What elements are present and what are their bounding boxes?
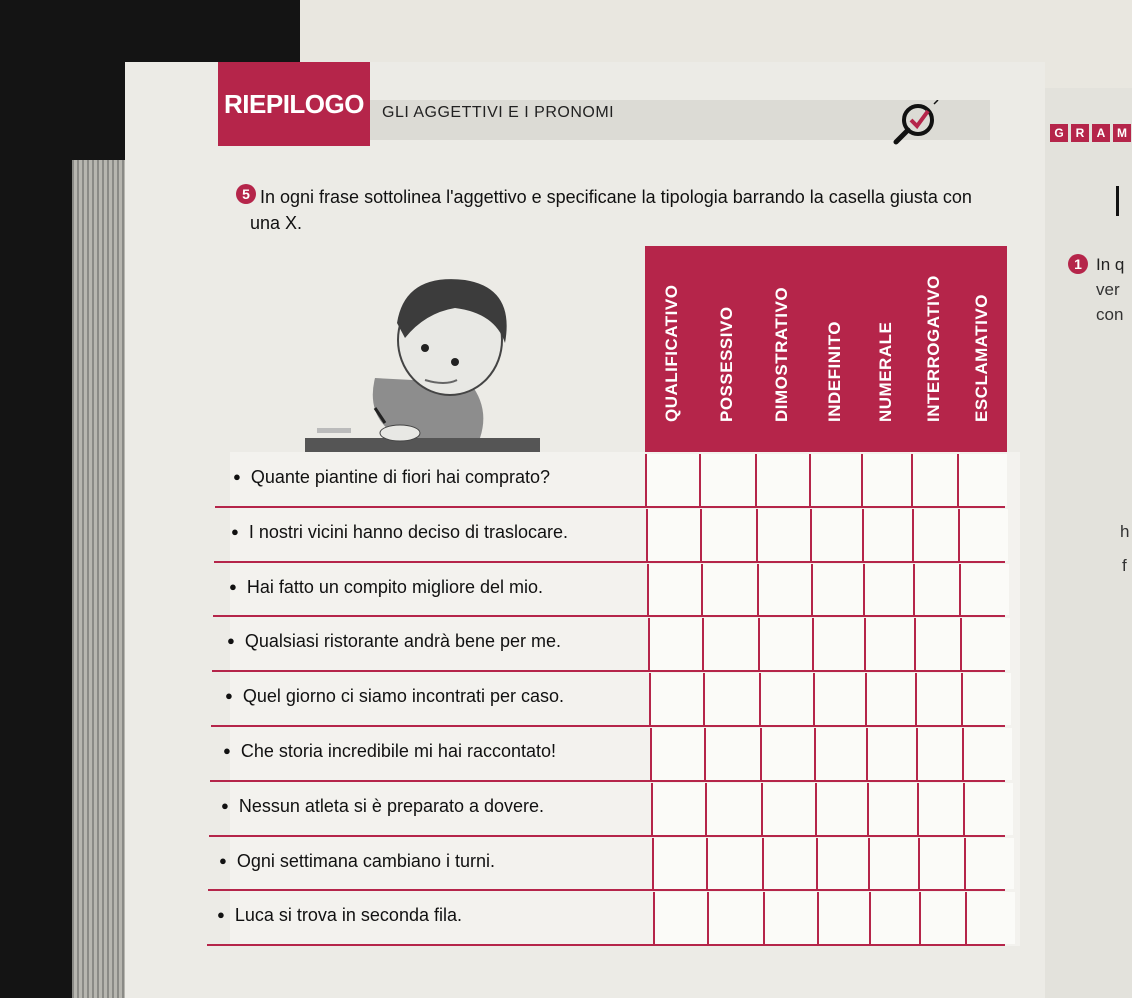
answer-checkbox[interactable] xyxy=(707,892,763,944)
answer-checkbox[interactable] xyxy=(960,618,1010,670)
answer-checkbox[interactable] xyxy=(761,783,815,835)
answer-checkbox[interactable] xyxy=(867,783,917,835)
answer-checkbox[interactable] xyxy=(653,892,707,944)
answer-checkbox[interactable] xyxy=(811,564,863,616)
tab-letter: R xyxy=(1071,124,1089,142)
answer-checkbox[interactable] xyxy=(911,454,957,506)
column-header-label: ESCLAMATIVO xyxy=(972,294,991,422)
tab-letter: G xyxy=(1050,124,1068,142)
facing-text-line: In q xyxy=(1096,255,1125,274)
answer-checkbox[interactable] xyxy=(649,673,703,725)
row-divider xyxy=(214,561,1005,563)
answer-checkbox[interactable] xyxy=(869,892,919,944)
answer-checkbox[interactable] xyxy=(701,564,757,616)
answer-checkbox[interactable] xyxy=(961,673,1011,725)
answer-checkbox[interactable] xyxy=(958,509,1008,561)
answer-checkbox[interactable] xyxy=(706,838,762,890)
column-header-esclamativo xyxy=(957,246,1009,452)
row-divider xyxy=(211,725,1005,727)
answer-checkbox[interactable] xyxy=(864,618,914,670)
book-edge xyxy=(72,160,132,998)
column-header-indefinito xyxy=(809,246,863,452)
answer-checkbox[interactable] xyxy=(758,618,812,670)
answer-checkbox[interactable] xyxy=(959,564,1009,616)
sentence-label: ● Hai fatto un compito migliore del mio. xyxy=(229,577,543,598)
answer-checkbox[interactable] xyxy=(963,783,1013,835)
answer-checkbox[interactable] xyxy=(703,673,759,725)
answer-checkbox[interactable] xyxy=(817,892,869,944)
answer-checkbox[interactable] xyxy=(648,618,702,670)
sentence-label: ● Ogni settimana cambiano i turni. xyxy=(219,851,495,872)
magnifier-check-icon xyxy=(890,100,946,146)
column-header-label: INTERROGATIVO xyxy=(924,275,943,422)
answer-checkbox[interactable] xyxy=(702,618,758,670)
answer-checkbox[interactable] xyxy=(863,564,913,616)
section-badge: RIEPILOGO xyxy=(218,62,370,146)
answer-checkbox[interactable] xyxy=(760,728,814,780)
answer-checkbox[interactable] xyxy=(762,838,816,890)
answer-checkbox[interactable] xyxy=(705,783,761,835)
row-divider xyxy=(213,615,1005,617)
answer-checkbox[interactable] xyxy=(861,454,911,506)
section-subtitle: GLI AGGETTIVI E I PRONOMI xyxy=(382,104,615,121)
answer-checkbox[interactable] xyxy=(962,728,1012,780)
answer-checkbox[interactable] xyxy=(914,618,960,670)
exercise-instruction: In ogni frase sottolinea l'aggettivo e specificane la tipologia barrando la casella giusta con una X. xyxy=(250,187,972,233)
answer-checkbox[interactable] xyxy=(646,509,700,561)
row-divider xyxy=(212,670,1005,672)
row-divider xyxy=(209,835,1005,837)
facing-text-fragment: h xyxy=(1120,522,1130,541)
column-header-numerale xyxy=(861,246,913,452)
answer-checkbox[interactable] xyxy=(647,564,701,616)
answer-checkbox[interactable] xyxy=(919,892,965,944)
column-header-interrogativo xyxy=(911,246,959,452)
tab-letter: A xyxy=(1092,124,1110,142)
answer-checkbox[interactable] xyxy=(862,509,912,561)
sentence-label: ● Che storia incredibile mi hai raccontato! xyxy=(223,741,556,762)
answer-checkbox[interactable] xyxy=(815,783,867,835)
answer-checkbox[interactable] xyxy=(699,454,755,506)
answer-checkbox[interactable] xyxy=(813,673,865,725)
column-header-dimostrativo xyxy=(755,246,811,452)
answer-checkbox[interactable] xyxy=(868,838,918,890)
sentence-label: ● Nessun atleta si è preparato a dovere. xyxy=(221,796,544,817)
sentence-label: ● Luca si trova in seconda fila. xyxy=(217,905,462,926)
column-header-label: NUMERALE xyxy=(876,321,895,422)
answer-checkbox[interactable] xyxy=(916,728,962,780)
answer-checkbox[interactable] xyxy=(700,509,756,561)
answer-checkbox[interactable] xyxy=(866,728,916,780)
column-header-label: INDEFINITO xyxy=(825,320,844,422)
sentence-label: ● I nostri vicini hanno deciso di traslocare. xyxy=(231,522,568,543)
grammar-tabs xyxy=(1050,124,1131,142)
answer-checkbox[interactable] xyxy=(913,564,959,616)
row-divider xyxy=(210,780,1005,782)
answer-checkbox[interactable] xyxy=(704,728,760,780)
column-header-qualificativo xyxy=(645,246,701,452)
sentence-label: ● Qualsiasi ristorante andrà bene per me. xyxy=(227,631,561,652)
answer-checkbox[interactable] xyxy=(651,783,705,835)
tab-letter: M xyxy=(1113,124,1131,142)
answer-checkbox[interactable] xyxy=(756,509,810,561)
row-divider xyxy=(207,944,1005,946)
column-header-label: POSSESSIVO xyxy=(717,306,736,422)
column-header-label: DIMOSTRATIVO xyxy=(772,286,791,422)
answer-checkbox[interactable] xyxy=(652,838,706,890)
answer-checkbox[interactable] xyxy=(809,454,861,506)
column-header-label: QUALIFICATIVO xyxy=(662,284,681,422)
row-divider xyxy=(215,506,1005,508)
facing-text-fragment: f xyxy=(1122,556,1127,575)
sentence-label: ● Quante piantine di fiori hai comprato? xyxy=(233,467,550,488)
facing-text-line: ver xyxy=(1096,280,1120,299)
row-divider xyxy=(208,889,1005,891)
facing-rule xyxy=(1116,186,1119,216)
sentence-label: ● Quel giorno ci siamo incontrati per caso. xyxy=(225,686,564,707)
facing-exercise-number: 1 xyxy=(1068,254,1088,274)
answer-checkbox[interactable] xyxy=(918,838,964,890)
adjective-table xyxy=(205,246,1020,946)
answer-checkbox[interactable] xyxy=(645,454,699,506)
answer-checkbox[interactable] xyxy=(964,838,1014,890)
answer-checkbox[interactable] xyxy=(965,892,1015,944)
column-header-possessivo xyxy=(699,246,757,452)
answer-checkbox[interactable] xyxy=(865,673,915,725)
answer-checkbox[interactable] xyxy=(650,728,704,780)
answer-checkbox[interactable] xyxy=(957,454,1007,506)
answer-checkbox[interactable] xyxy=(812,618,864,670)
exercise-number: 5 xyxy=(236,184,256,204)
answer-checkbox[interactable] xyxy=(759,673,813,725)
answer-checkbox[interactable] xyxy=(814,728,866,780)
answer-checkbox[interactable] xyxy=(917,783,963,835)
answer-checkbox[interactable] xyxy=(755,454,809,506)
answer-checkbox[interactable] xyxy=(763,892,817,944)
answer-checkbox[interactable] xyxy=(912,509,958,561)
answer-checkbox[interactable] xyxy=(915,673,961,725)
answer-checkbox[interactable] xyxy=(816,838,868,890)
answer-checkbox[interactable] xyxy=(810,509,862,561)
answer-checkbox[interactable] xyxy=(757,564,811,616)
facing-text-line: con xyxy=(1096,305,1124,324)
